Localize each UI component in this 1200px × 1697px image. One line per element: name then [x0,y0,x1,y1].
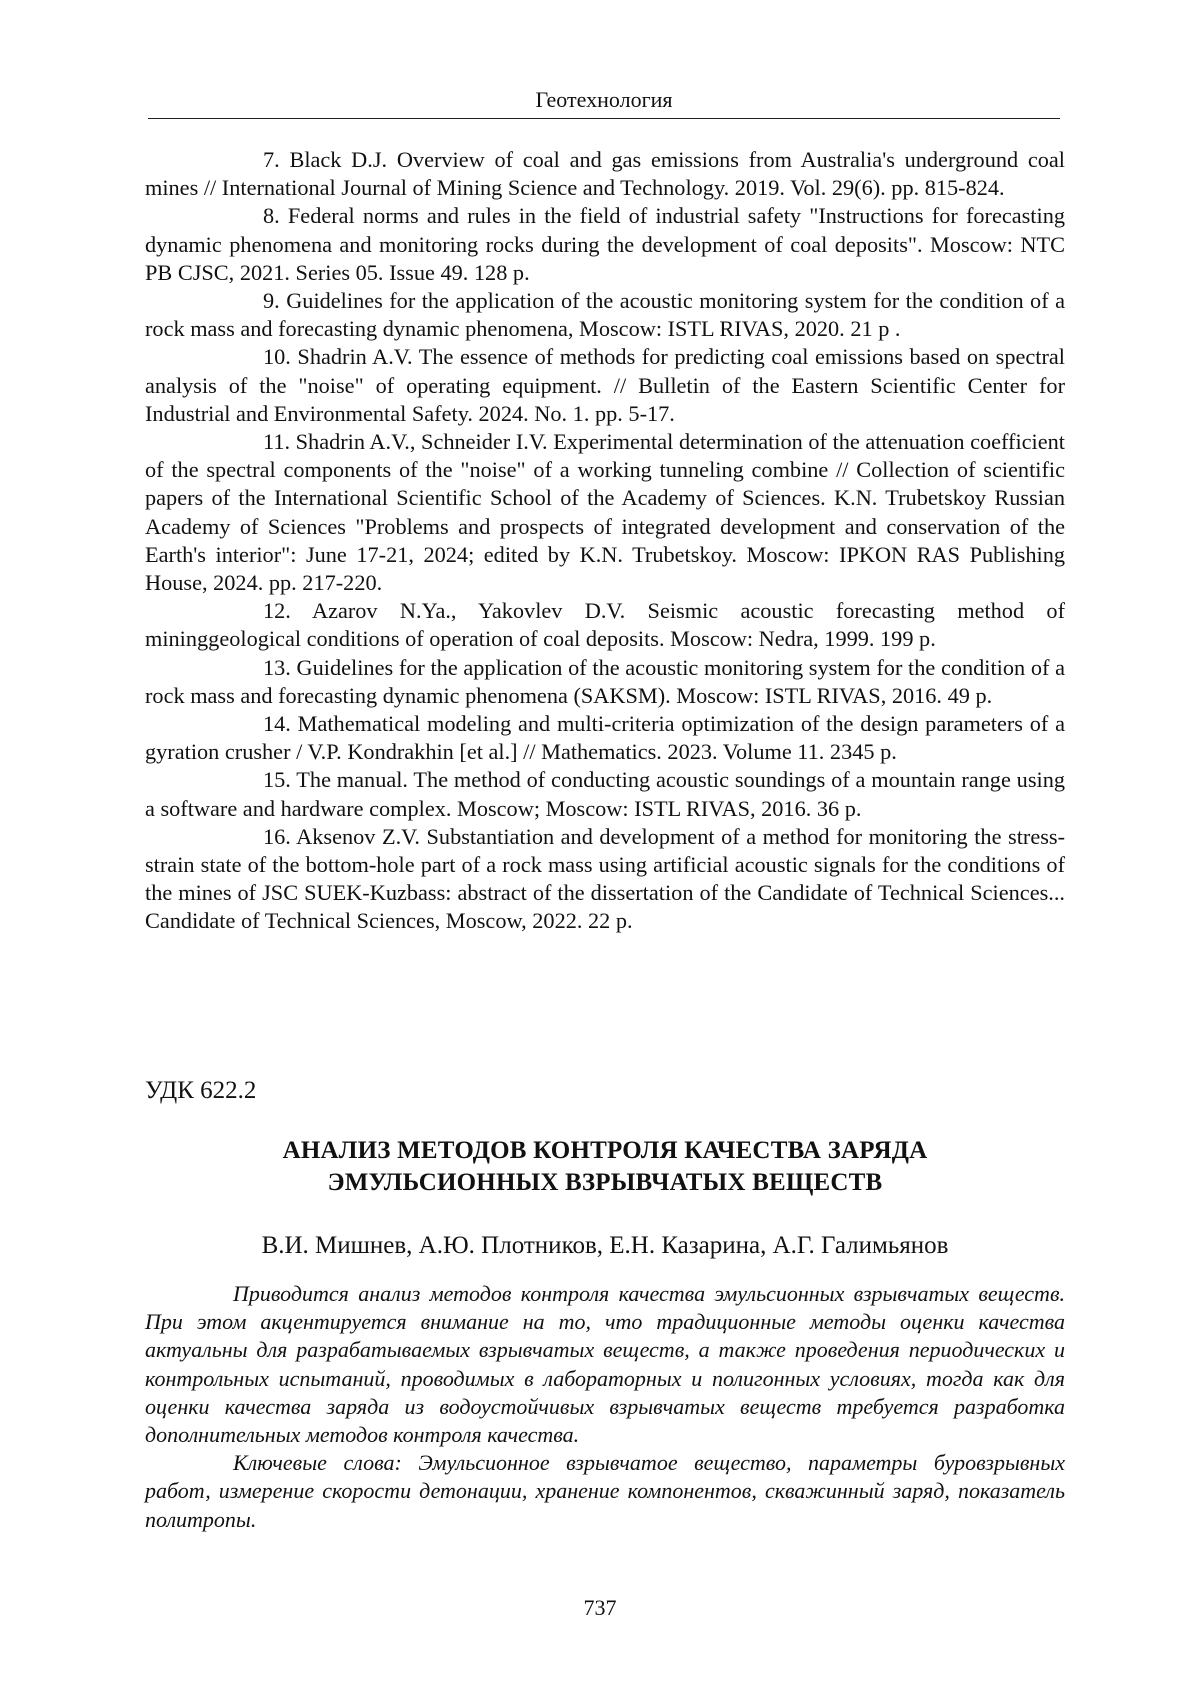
reference-item: 10. Shadrin A.V. The essence of methods for predicting coal emissions based on spectral analysis of the "noise" of operating equipment. // Bulletin of the Eastern Scientific Center for Industrial and Environmental Safety. 2024. No. 1. pp. 5-17. [145,344,1065,426]
abstract-block [145,1280,1065,1534]
reference-item: 12. Azarov N.Ya., Yakovlev D.V. Seismic acoustic forecasting method of mininggeological conditions of operation of coal deposits. Moscow: Nedra, 1999. 199 p. [145,598,1065,652]
article-title-line: ЭМУЛЬСИОННЫХ ВЗРЫВЧАТЫХ ВЕЩЕСТВ [327,1169,883,1196]
page-number: 737 [583,1595,617,1620]
keywords-text: Ключевые слова: Эмульсионное взрывчатое вещество, параметры буровзрывных работ, измерение скорости детонации, хранение компонентов, скважинный заряд, показатель политропы. [145,1450,1065,1532]
reference-item: 8. Federal norms and rules in the field of industrial safety "Instructions for forecasting dynamic phenomena and monitoring rocks during the development of coal deposits". Moscow: NTC PB CJSC, 2021. Series 05. Issue 49. 128 p. [145,203,1065,285]
reference-item: 7. Black D.J. Overview of coal and gas emissions from Australia's underground coal mines // International Journal of Mining Science and Technology. 2019. Vol. 29(6). pp. 815-824. [145,147,1065,201]
reference-item: 16. Aksenov Z.V. Substantiation and development of a method for monitoring the stress-strain state of the bottom-hole part of a rock mass using artificial acoustic signals for the conditions of the mines of JSC SUEK-Kuzbass: abstract of the dissertation of the Candidate of Technical Sciences... Candidate of Technical Sciences, Moscow, 2022. 22 p. [145,823,1065,934]
header-rule [148,118,1060,119]
reference-item: 11. Shadrin A.V., Schneider I.V. Experimental determination of the attenuation coefficient of the spectral components of the "noise" of a working tunneling combine // Collection of scientific papers of the International Scientific School of the Academy of Sciences. K.N. Trubetskoy Russian Academy of Sciences "Problems and prospects of integrated development and conservation of the Earth's interior": June 17-21, 2024; edited by K.N. Trubetskoy. Moscow: IPKON RAS Publishing House, 2024. pp. 217-220. [145,429,1065,596]
reference-item: 15. The manual. The method of conducting acoustic soundings of a mountain range using a software and hardware complex. Moscow; Moscow: ISTL RIVAS, 2016. 36 p. [145,767,1065,821]
running-header: Геотехнология [535,87,673,112]
article-title [145,1135,1065,1199]
article-authors: В.И. Мишнев, А.Ю. Плотников, Е.Н. Казарина, А.Г. Галимьянов [261,1232,949,1259]
reference-item: 13. Guidelines for the application of the acoustic monitoring system for the condition of a rock mass and forecasting dynamic phenomena (SAKSM). Moscow: ISTL RIVAS, 2016. 49 p. [145,654,1065,708]
article-title-line: АНАЛИЗ МЕТОДОВ КОНТРОЛЯ КАЧЕСТВА ЗАРЯДА [282,1137,928,1164]
reference-list [145,146,1065,936]
reference-item: 14. Mathematical modeling and multi-criteria optimization of the design parameters of a gyration crusher / V.P. Kondrakhin [et al.] // Mathematics. 2023. Volume 11. 2345 p. [145,711,1065,765]
udk-code: УДК 622.2 [145,1077,257,1104]
abstract-text: Приводится анализ методов контроля качества эмульсионных взрывчатых веществ. При этом акцентируется внимание на то, что традиционные методы оценки качества актуальны для разрабатываемых взрывчатых веществ, а также проведения периодических и контрольных испытаний, проводимых в лабораторных и полигонных условиях, тогда как для оценки качества заряда из водоустойчивых взрывчатых веществ требуется разработка дополнительных методов контроля качества. [145,1281,1065,1448]
reference-item: 9. Guidelines for the application of the acoustic monitoring system for the condition of a rock mass and forecasting dynamic phenomena, Moscow: ISTL RIVAS, 2020. 21 p . [145,288,1065,342]
